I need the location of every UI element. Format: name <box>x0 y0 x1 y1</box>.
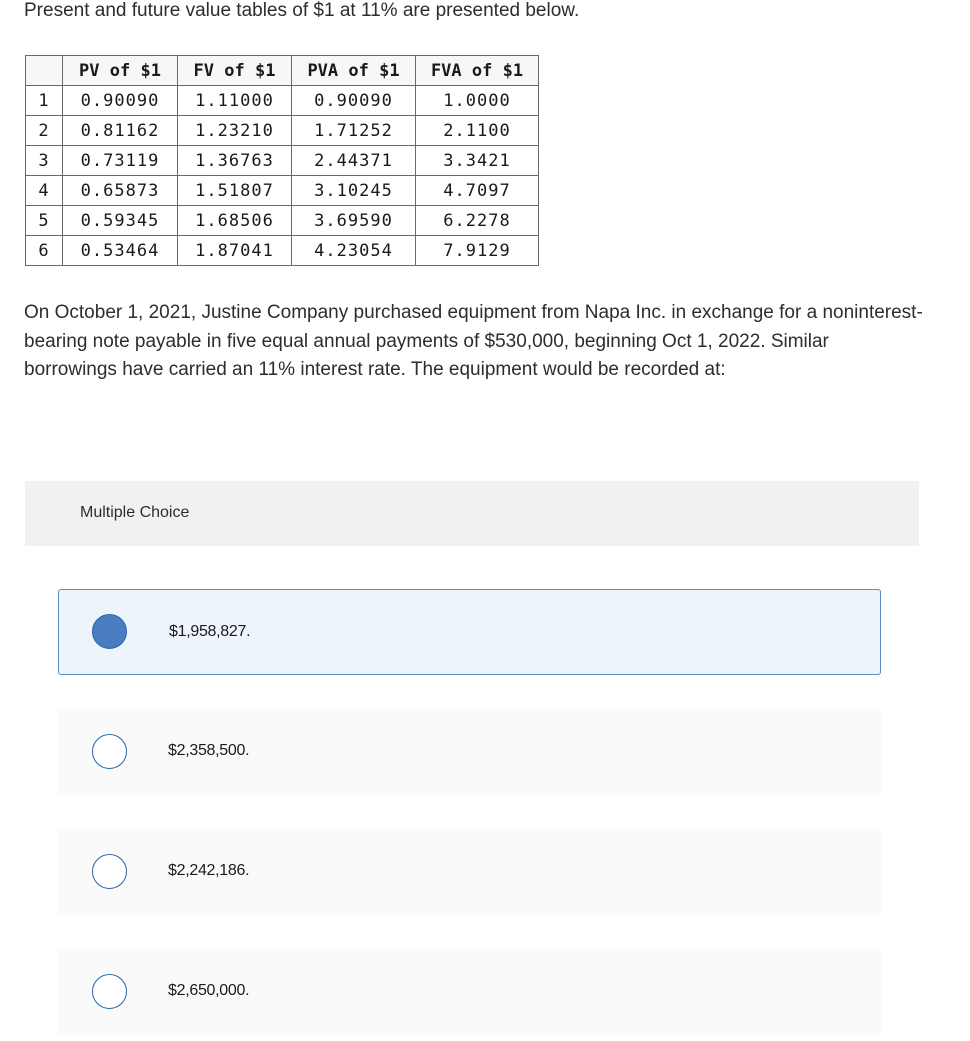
table-cell: 2.44371 <box>292 146 416 176</box>
choice-option-c[interactable] <box>58 829 881 915</box>
table-cell-period: 5 <box>26 206 63 236</box>
choice-option-d[interactable] <box>58 949 881 1035</box>
table-cell: 1.51807 <box>178 176 292 206</box>
table-cell: 1.68506 <box>178 206 292 236</box>
table-cell: 1.71252 <box>292 116 416 146</box>
radio-icon[interactable] <box>92 854 127 889</box>
table-cell: 3.3421 <box>416 146 539 176</box>
table-cell: 3.69590 <box>292 206 416 236</box>
table-cell-period: 1 <box>26 86 63 116</box>
radio-selected-icon[interactable] <box>92 614 127 649</box>
table-cell: 0.90090 <box>292 86 416 116</box>
table-cell: 0.53464 <box>63 236 178 266</box>
table-cell: 0.65873 <box>63 176 178 206</box>
question-text: On October 1, 2021, Justine Company purchased equipment from Napa Inc. in exchange for a noninterest-bearing note payable in five equal annual payments of $530,000, beginning Oct 1, 2022. Similar borrowings have carried an 11% interest rate. The equipment would be recorded at: <box>24 302 923 380</box>
multiple-choice-panel <box>25 481 919 1041</box>
table-header-pv: PV of $1 <box>63 56 178 86</box>
table-cell: 3.10245 <box>292 176 416 206</box>
table-cell: 1.0000 <box>416 86 539 116</box>
multiple-choice-header <box>25 481 919 546</box>
multiple-choice-options <box>25 546 919 1041</box>
table-cell-period: 3 <box>26 146 63 176</box>
table-header-fva: FVA of $1 <box>416 56 539 86</box>
table-cell: 1.36763 <box>178 146 292 176</box>
intro-text: Present and future value tables of $1 at 11% are presented below. <box>24 0 580 21</box>
table-cell: 1.87041 <box>178 236 292 266</box>
table-cell: 4.23054 <box>292 236 416 266</box>
table-cell: 0.59345 <box>63 206 178 236</box>
choice-option-a[interactable] <box>58 589 881 675</box>
choice-label: $1,958,827. <box>169 623 251 640</box>
choice-label: $2,650,000. <box>168 982 250 999</box>
table-cell: 0.90090 <box>63 86 178 116</box>
table-header-pva: PVA of $1 <box>292 56 416 86</box>
table-row <box>26 86 539 116</box>
value-table <box>25 55 539 266</box>
table-header-fv: FV of $1 <box>178 56 292 86</box>
table-cell: 0.73119 <box>63 146 178 176</box>
multiple-choice-title: Multiple Choice <box>80 504 190 521</box>
table-cell: 2.1100 <box>416 116 539 146</box>
table-row <box>26 146 539 176</box>
table-cell: 0.81162 <box>63 116 178 146</box>
choice-option-b[interactable] <box>58 709 881 795</box>
table-cell: 1.11000 <box>178 86 292 116</box>
table-cell-period: 2 <box>26 116 63 146</box>
table-cell-period: 6 <box>26 236 63 266</box>
radio-icon[interactable] <box>92 734 127 769</box>
table-cell-period: 4 <box>26 176 63 206</box>
table-row <box>26 176 539 206</box>
choice-label: $2,242,186. <box>168 862 250 879</box>
table-row <box>26 236 539 266</box>
choice-label: $2,358,500. <box>168 742 250 759</box>
table-cell: 1.23210 <box>178 116 292 146</box>
table-header-blank <box>26 56 63 86</box>
radio-icon[interactable] <box>92 974 127 1009</box>
table-header-row <box>26 56 539 86</box>
table-cell: 6.2278 <box>416 206 539 236</box>
table-cell: 7.9129 <box>416 236 539 266</box>
table-row <box>26 116 539 146</box>
table-row <box>26 206 539 236</box>
table-cell: 4.7097 <box>416 176 539 206</box>
